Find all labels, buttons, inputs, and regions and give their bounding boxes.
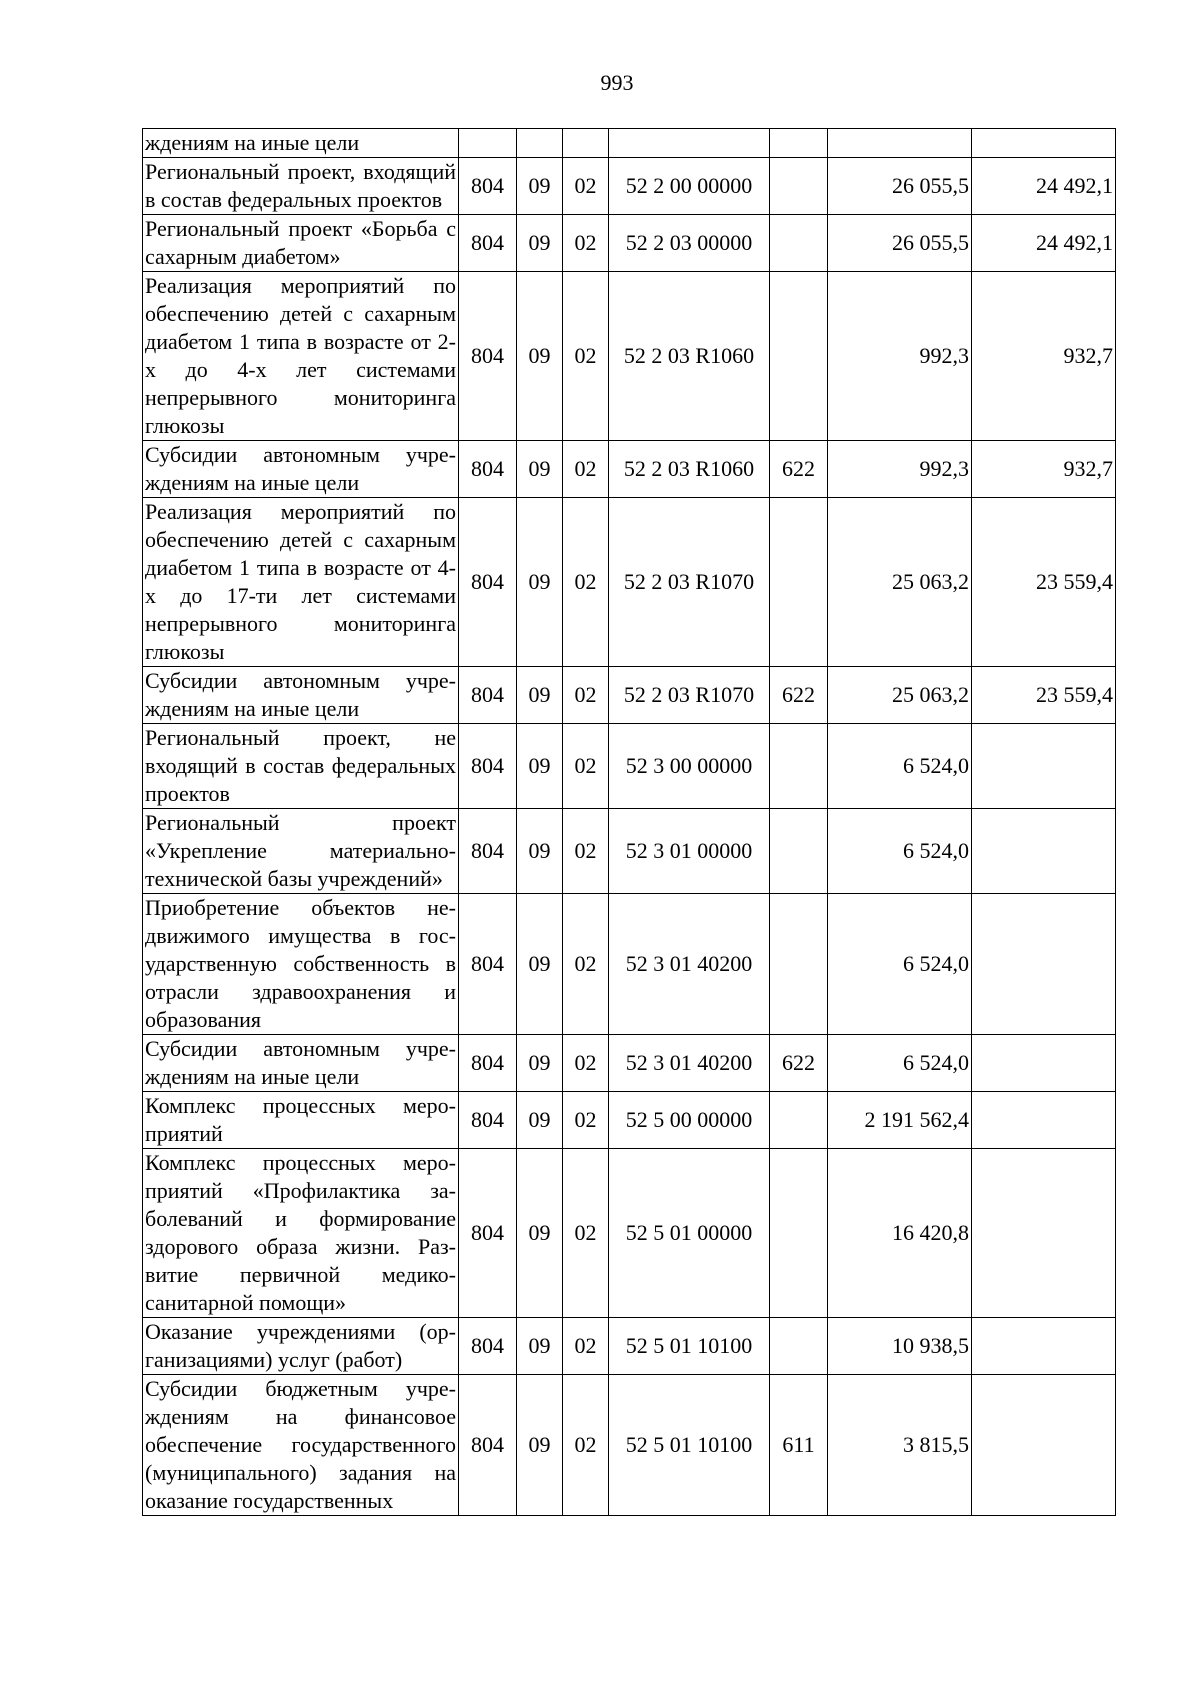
expense-type-code [770,809,828,894]
section-code: 09 [517,1092,563,1149]
ministry-code: 804 [459,158,517,215]
section-code [517,129,563,158]
row-name: Комплекс процессных мероприятий [143,1092,459,1149]
row-name: Региональный проект «Укрепление материально-технической базы учреждений» [143,809,459,894]
amount-year-1: 25 063,2 [828,667,972,724]
ministry-code: 804 [459,809,517,894]
expense-type-code [770,498,828,667]
row-name: Субсидии бюджетным учреждениям на финансовое обеспечение государственного (муниципального) задания на оказание государственных [143,1375,459,1516]
section-code: 09 [517,158,563,215]
table-row [143,1375,1116,1516]
amount-year-1: 6 524,0 [828,1035,972,1092]
expense-type-code [770,894,828,1035]
target-article-code: 52 5 01 00000 [609,1149,770,1318]
subsection-code: 02 [563,724,609,809]
amount-year-2: 932,7 [972,272,1116,441]
amount-year-1: 26 055,5 [828,215,972,272]
table-row [143,1035,1116,1092]
table-row [143,158,1116,215]
subsection-code: 02 [563,498,609,667]
target-article-code: 52 2 00 00000 [609,158,770,215]
amount-year-1: 25 063,2 [828,498,972,667]
expense-type-code: 622 [770,667,828,724]
ministry-code: 804 [459,272,517,441]
subsection-code: 02 [563,1149,609,1318]
target-article-code: 52 5 01 10100 [609,1318,770,1375]
amount-year-1: 992,3 [828,441,972,498]
amount-year-1: 2 191 562,4 [828,1092,972,1149]
budget-table [142,128,1116,1516]
expense-type-code [770,272,828,441]
subsection-code: 02 [563,1035,609,1092]
table-row [143,215,1116,272]
row-name: Приобретение объектов недвижимого имущества в государственную собственность в отрасли здравоохранения и образования [143,894,459,1035]
amount-year-2 [972,894,1116,1035]
subsection-code: 02 [563,1318,609,1375]
row-name: Региональный проект, входящий в состав федеральных проектов [143,158,459,215]
target-article-code: 52 5 00 00000 [609,1092,770,1149]
table-row [143,1149,1116,1318]
amount-year-2: 932,7 [972,441,1116,498]
table-row [143,1318,1116,1375]
ministry-code: 804 [459,441,517,498]
subsection-code: 02 [563,667,609,724]
expense-type-code: 622 [770,1035,828,1092]
subsection-code: 02 [563,272,609,441]
expense-type-code [770,1318,828,1375]
amount-year-1: 6 524,0 [828,894,972,1035]
amount-year-1: 16 420,8 [828,1149,972,1318]
subsection-code [563,129,609,158]
ministry-code: 804 [459,1035,517,1092]
amount-year-2 [972,1375,1116,1516]
table-row [143,667,1116,724]
row-name: Региональный проект, не входящий в состав федеральных проектов [143,724,459,809]
table-row [143,894,1116,1035]
target-article-code: 52 3 01 00000 [609,809,770,894]
section-code: 09 [517,809,563,894]
ministry-code: 804 [459,215,517,272]
table-row [143,1092,1116,1149]
target-article-code: 52 2 03 R1070 [609,498,770,667]
amount-year-2 [972,809,1116,894]
table-row [143,498,1116,667]
ministry-code: 804 [459,894,517,1035]
ministry-code: 804 [459,1318,517,1375]
table-row [143,129,1116,158]
section-code: 09 [517,724,563,809]
table-row [143,809,1116,894]
row-name: Субсидии автономным учреждениям на иные цели [143,1035,459,1092]
ministry-code: 804 [459,1149,517,1318]
section-code: 09 [517,667,563,724]
section-code: 09 [517,215,563,272]
target-article-code [609,129,770,158]
amount-year-2 [972,1035,1116,1092]
row-name: Реализация мероприятий по обеспечению детей с сахарным диабетом 1 типа в возрасте от 2-х до 4-х лет системами непрерывного мониторинга глюкозы [143,272,459,441]
subsection-code: 02 [563,1092,609,1149]
row-name: Субсидии автономным учреждениям на иные цели [143,667,459,724]
subsection-code: 02 [563,441,609,498]
ministry-code: 804 [459,724,517,809]
expense-type-code [770,215,828,272]
amount-year-1: 10 938,5 [828,1318,972,1375]
table-row [143,272,1116,441]
amount-year-2 [972,724,1116,809]
target-article-code: 52 2 03 R1060 [609,272,770,441]
section-code: 09 [517,441,563,498]
amount-year-2 [972,1318,1116,1375]
ministry-code: 804 [459,498,517,667]
page-number: 993 [600,70,634,95]
section-code: 09 [517,1035,563,1092]
ministry-code: 804 [459,1375,517,1516]
expense-type-code [770,1149,828,1318]
section-code: 09 [517,498,563,667]
row-name: ждениям на иные цели [143,129,459,158]
expense-type-code [770,158,828,215]
amount-year-1: 6 524,0 [828,809,972,894]
expense-type-code: 622 [770,441,828,498]
expense-type-code [770,129,828,158]
expense-type-code [770,1092,828,1149]
amount-year-1: 3 815,5 [828,1375,972,1516]
amount-year-2 [972,1149,1116,1318]
subsection-code: 02 [563,215,609,272]
subsection-code: 02 [563,894,609,1035]
amount-year-2: 23 559,4 [972,498,1116,667]
subsection-code: 02 [563,1375,609,1516]
target-article-code: 52 3 01 40200 [609,1035,770,1092]
amount-year-2: 24 492,1 [972,215,1116,272]
subsection-code: 02 [563,809,609,894]
row-name: Комплекс процессных мероприятий «Профилактика заболеваний и формирование здорового образа жизни. Развитие первичной медико-санитарной помощи» [143,1149,459,1318]
row-name: Реализация мероприятий по обеспечению детей с сахарным диабетом 1 типа в возрасте от 4-х до 17-ти лет системами непрерывного мониторинга глюкозы [143,498,459,667]
amount-year-2: 23 559,4 [972,667,1116,724]
amount-year-1: 992,3 [828,272,972,441]
amount-year-2 [972,1092,1116,1149]
table-row [143,724,1116,809]
table-row [143,441,1116,498]
row-name: Региональный проект «Борьба с сахарным диабетом» [143,215,459,272]
section-code: 09 [517,272,563,441]
amount-year-2 [972,129,1116,158]
section-code: 09 [517,1149,563,1318]
subsection-code: 02 [563,158,609,215]
section-code: 09 [517,1375,563,1516]
target-article-code: 52 2 03 R1070 [609,667,770,724]
expense-type-code [770,724,828,809]
expense-type-code: 611 [770,1375,828,1516]
target-article-code: 52 2 03 R1060 [609,441,770,498]
amount-year-1: 26 055,5 [828,158,972,215]
amount-year-1 [828,129,972,158]
section-code: 09 [517,894,563,1035]
row-name: Субсидии автономным учреждениям на иные цели [143,441,459,498]
ministry-code: 804 [459,1092,517,1149]
section-code: 09 [517,1318,563,1375]
target-article-code: 52 5 01 10100 [609,1375,770,1516]
ministry-code: 804 [459,667,517,724]
target-article-code: 52 3 00 00000 [609,724,770,809]
row-name: Оказание учреждениями (организациями) услуг (работ) [143,1318,459,1375]
target-article-code: 52 3 01 40200 [609,894,770,1035]
target-article-code: 52 2 03 00000 [609,215,770,272]
ministry-code [459,129,517,158]
amount-year-1: 6 524,0 [828,724,972,809]
amount-year-2: 24 492,1 [972,158,1116,215]
